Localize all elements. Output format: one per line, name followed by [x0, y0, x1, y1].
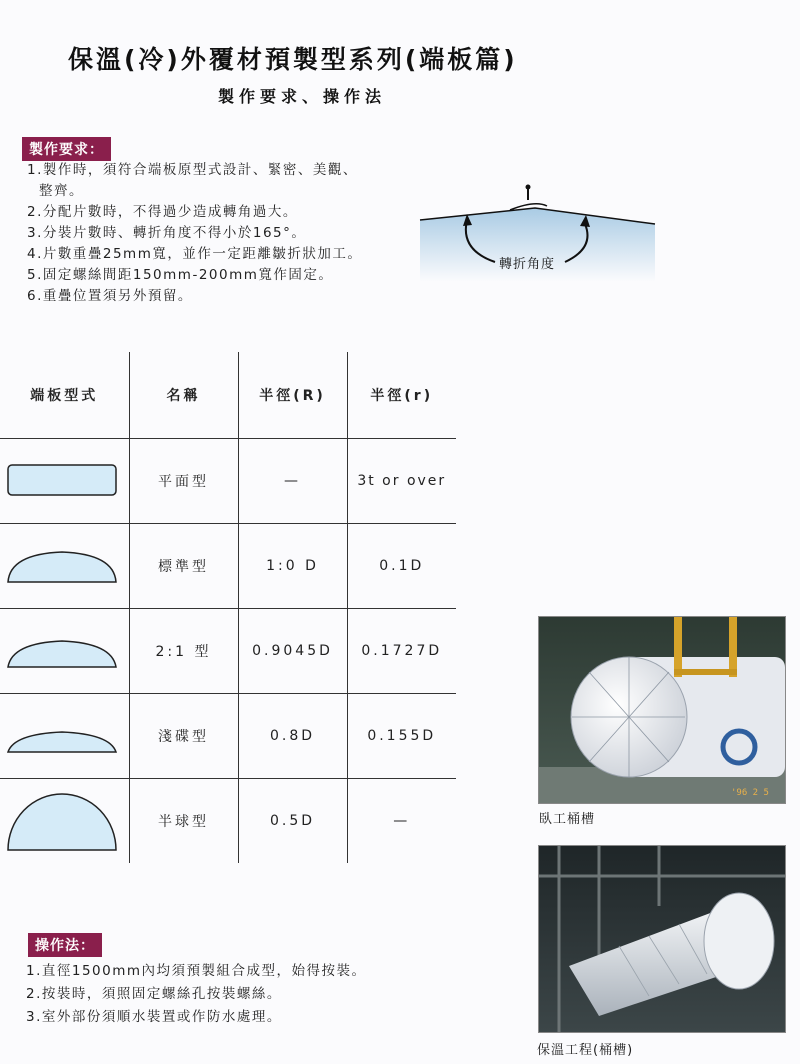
requirements-list	[27, 160, 362, 307]
type-name: 標準型	[129, 524, 238, 609]
hemisphere-shape-icon	[6, 788, 118, 854]
requirement-item: 2.分配片數時，不得過少造成轉角過大。	[27, 204, 298, 220]
screw-head-icon	[526, 185, 531, 190]
insulated-tank-photo	[538, 845, 786, 1033]
radius-R: 0.9045D	[238, 609, 347, 694]
shape-cell	[0, 439, 129, 524]
method-item: 3.室外部份須順水裝置或作防水處理。	[26, 1009, 282, 1025]
method-list	[26, 960, 367, 1029]
method-item: 2.按裝時，須照固定螺絲孔按裝螺絲。	[26, 986, 282, 1002]
shape-cell	[0, 609, 129, 694]
requirement-item: 整齊。	[39, 183, 84, 199]
table-row	[0, 694, 456, 779]
type-name: 淺碟型	[129, 694, 238, 779]
radius-R: 0.8D	[238, 694, 347, 779]
standard-dish-shape-icon	[6, 546, 118, 586]
photo-caption: 臥工桶槽	[539, 812, 596, 827]
requirement-item: 1.製作時，須符合端板原型式設計、緊密、美觀、	[27, 162, 358, 178]
type-name: 半球型	[129, 779, 238, 864]
requirement-item: 4.片數重疊25mm寬，並作一定距離皺折狀加工。	[27, 246, 363, 262]
radius-R: —	[238, 439, 347, 524]
bend-angle-diagram	[415, 182, 660, 282]
requirement-item: 3.分裝片數時、轉折角度不得小於165°。	[27, 225, 307, 241]
type-name: 平面型	[129, 439, 238, 524]
radius-R: 0.5D	[238, 779, 347, 864]
radius-R: 1:0 D	[238, 524, 347, 609]
table-header-row	[0, 352, 456, 439]
head-type-table	[0, 352, 456, 863]
radius-r: 0.1727D	[347, 609, 456, 694]
radius-r: —	[347, 779, 456, 864]
requirement-item: 5.固定螺絲間距150mm-200mm寬作固定。	[27, 267, 334, 283]
table-header: 半徑(R)	[238, 352, 347, 439]
requirement-item: 6.重疊位置須另外預留。	[27, 288, 193, 304]
page-title: 保溫(冷)外覆材預製型系列(端板篇)	[68, 45, 518, 74]
photo-caption: 保溫工程(桶槽)	[537, 1043, 634, 1058]
method-item: 1.直徑1500mm內均須預製組合成型，始得按裝。	[26, 963, 367, 979]
table-header: 名稱	[129, 352, 238, 439]
table-row	[0, 439, 456, 524]
requirements-badge: 製作要求：	[22, 137, 111, 161]
page-subtitle: 製作要求、操作法	[218, 87, 387, 106]
table-row	[0, 609, 456, 694]
flat-plate-shape-icon	[6, 461, 118, 501]
shape-cell	[0, 779, 129, 864]
photo-date-stamp: '96 2 5	[731, 788, 769, 798]
elliptical-head-shape-icon	[6, 631, 118, 671]
radius-r: 0.155D	[347, 694, 456, 779]
shallow-dish-shape-icon	[6, 716, 118, 756]
shape-cell	[0, 524, 129, 609]
table-header: 半徑(r)	[347, 352, 456, 439]
table-row	[0, 779, 456, 864]
radius-r: 0.1D	[347, 524, 456, 609]
type-name: 2:1 型	[129, 609, 238, 694]
horizontal-tank-photo	[538, 616, 786, 804]
method-badge: 操作法：	[28, 933, 102, 957]
table-row	[0, 524, 456, 609]
radius-r: 3t or over	[347, 439, 456, 524]
table-header: 端板型式	[0, 352, 129, 439]
shape-cell	[0, 694, 129, 779]
diagram-label: 轉折角度	[499, 257, 556, 272]
